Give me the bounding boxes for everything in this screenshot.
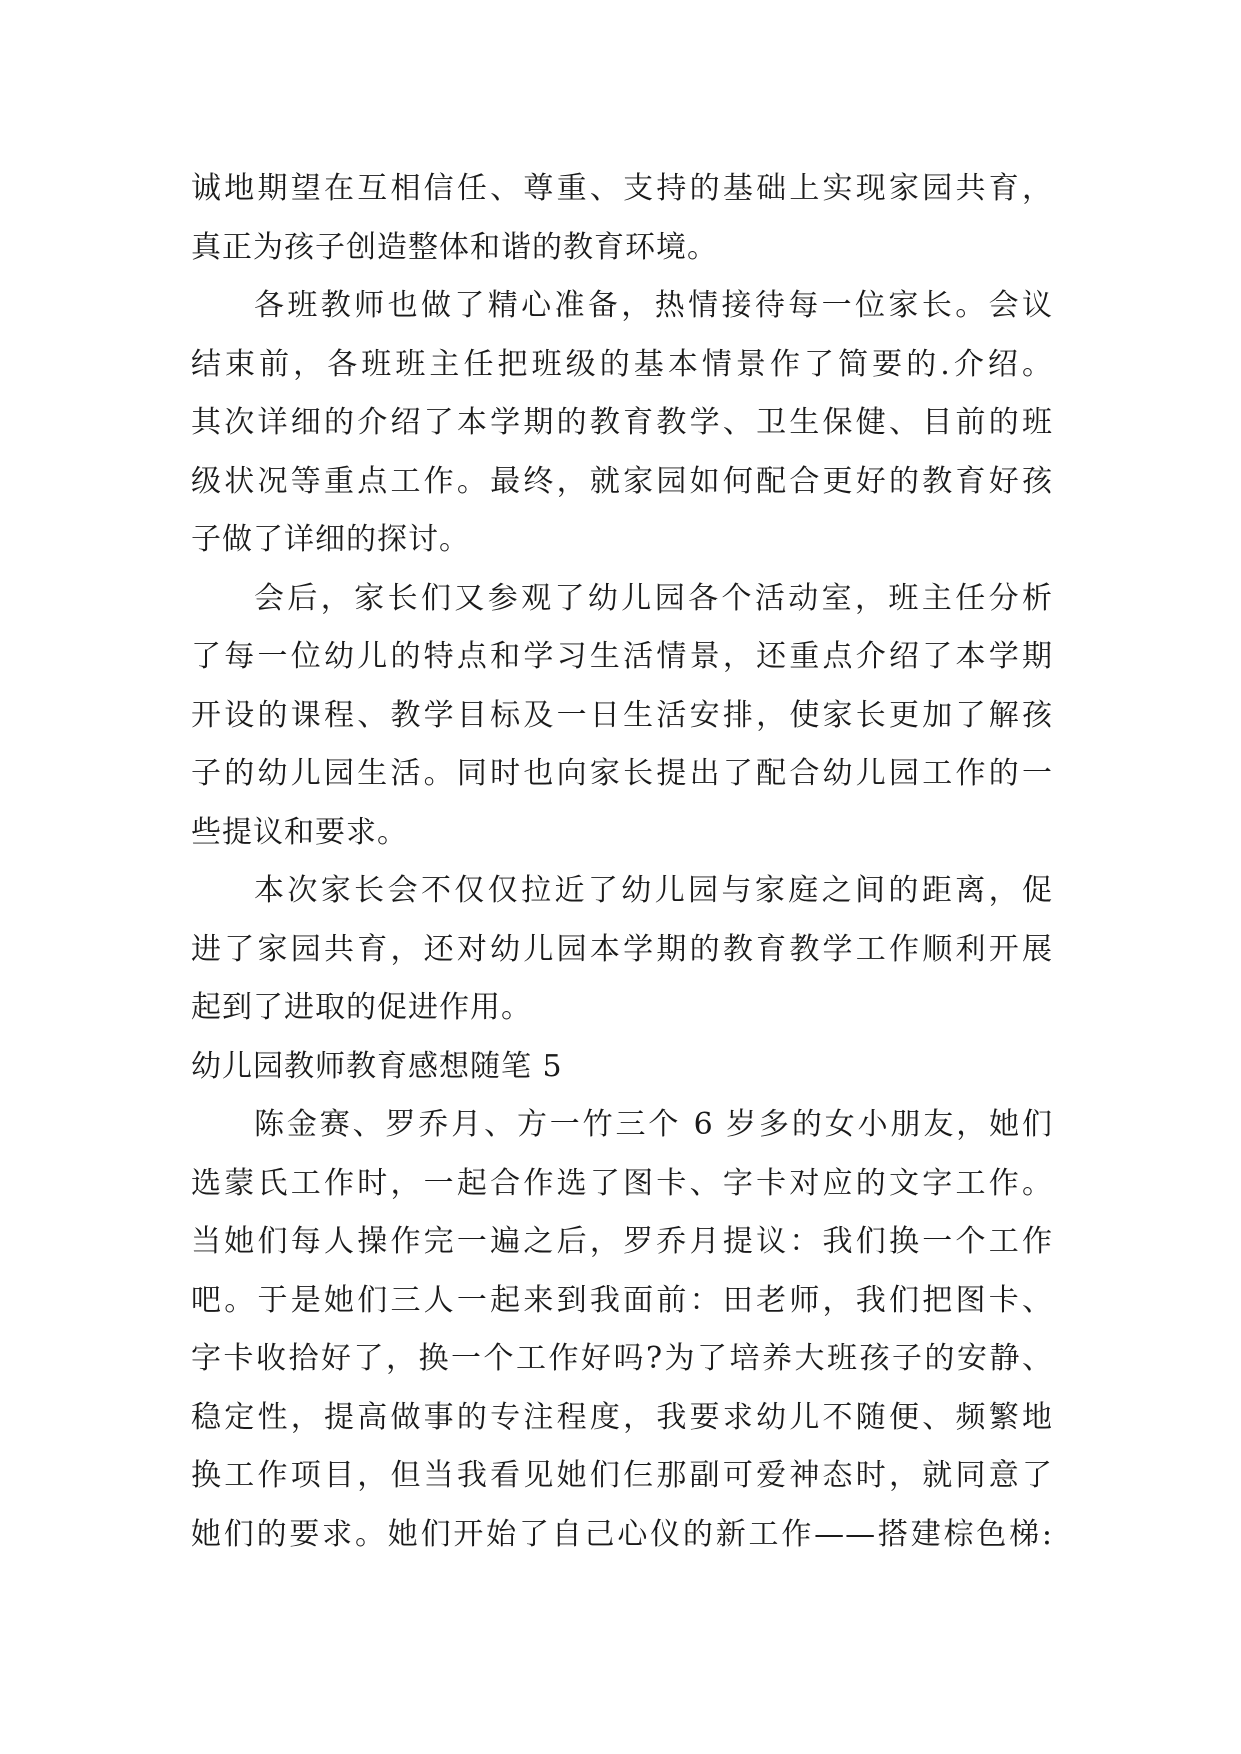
text-line: 子做了详细的探讨。 bbox=[191, 522, 470, 557]
text-line: 稳定性，提高做事的专注程度，我要求幼儿不随便、频繁地 bbox=[191, 1399, 1053, 1435]
text-line: 换工作项目，但当我看见她们仨那副可爱神态时，就同意了 bbox=[191, 1458, 1053, 1493]
text-line: 些提议和要求。 bbox=[191, 814, 408, 850]
text-line: 各班教师也做了精心准备，热情接待每一位家长。会议 bbox=[254, 288, 1053, 323]
paragraph-3 bbox=[191, 570, 1053, 863]
text-line: 其次详细的介绍了本学期的教育教学、卫生保健、目前的班 bbox=[191, 405, 1053, 440]
text-line: 会后，家长们又参观了幼儿园各个活动室，班主任分析 bbox=[254, 580, 1053, 616]
text-line: 开设的课程、教学目标及一日生活安排，使家长更加了解孩 bbox=[191, 697, 1053, 733]
text-line: 进了家园共育，还对幼儿园本学期的教育教学工作顺利开展 bbox=[191, 931, 1053, 967]
text-line: 吧。于是她们三人一起来到我面前：田老师，我们把图卡、 bbox=[191, 1282, 1053, 1318]
text-line: 结束前，各班班主任把班级的基本情景作了简要的.介绍。 bbox=[191, 346, 1053, 382]
text-line: 陈金赛、罗乔月、方一竹三个 6 岁多的女小朋友，她们 bbox=[254, 1107, 1053, 1142]
text-line: 起到了进取的促进作用。 bbox=[191, 990, 532, 1025]
text-line: 当她们每人操作完一遍之后，罗乔月提议：我们换一个工作 bbox=[191, 1224, 1053, 1259]
paragraph-2 bbox=[191, 277, 1053, 570]
text-line: 选蒙氏工作时，一起合作选了图卡、字卡对应的文字工作。 bbox=[191, 1165, 1053, 1201]
section-heading: 幼儿园教师教育感想随笔 5 bbox=[191, 1048, 563, 1084]
text-line: 字卡收拾好了，换一个工作好吗?为了培养大班孩子的安静、 bbox=[191, 1341, 1053, 1376]
text-line: 她们的要求。她们开始了自己心仪的新工作——搭建棕色梯: bbox=[191, 1516, 1053, 1552]
document-page bbox=[191, 160, 1053, 1564]
paragraph-1 bbox=[191, 160, 1053, 277]
text-line: 诚地期望在互相信任、尊重、支持的基础上实现家园共育， bbox=[191, 171, 1053, 206]
text-line: 了每一位幼儿的特点和学习生活情景，还重点介绍了本学期 bbox=[191, 639, 1053, 674]
paragraph-4 bbox=[191, 862, 1053, 1038]
text-line: 子的幼儿园生活。同时也向家长提出了配合幼儿园工作的一 bbox=[191, 756, 1053, 791]
text-line: 级状况等重点工作。最终，就家园如何配合更好的教育好孩 bbox=[191, 463, 1053, 499]
text-line: 本次家长会不仅仅拉近了幼儿园与家庭之间的距离，促 bbox=[254, 873, 1053, 908]
paragraph-5 bbox=[191, 1096, 1053, 1564]
text-line: 真正为孩子创造整体和谐的教育环境。 bbox=[191, 229, 718, 265]
